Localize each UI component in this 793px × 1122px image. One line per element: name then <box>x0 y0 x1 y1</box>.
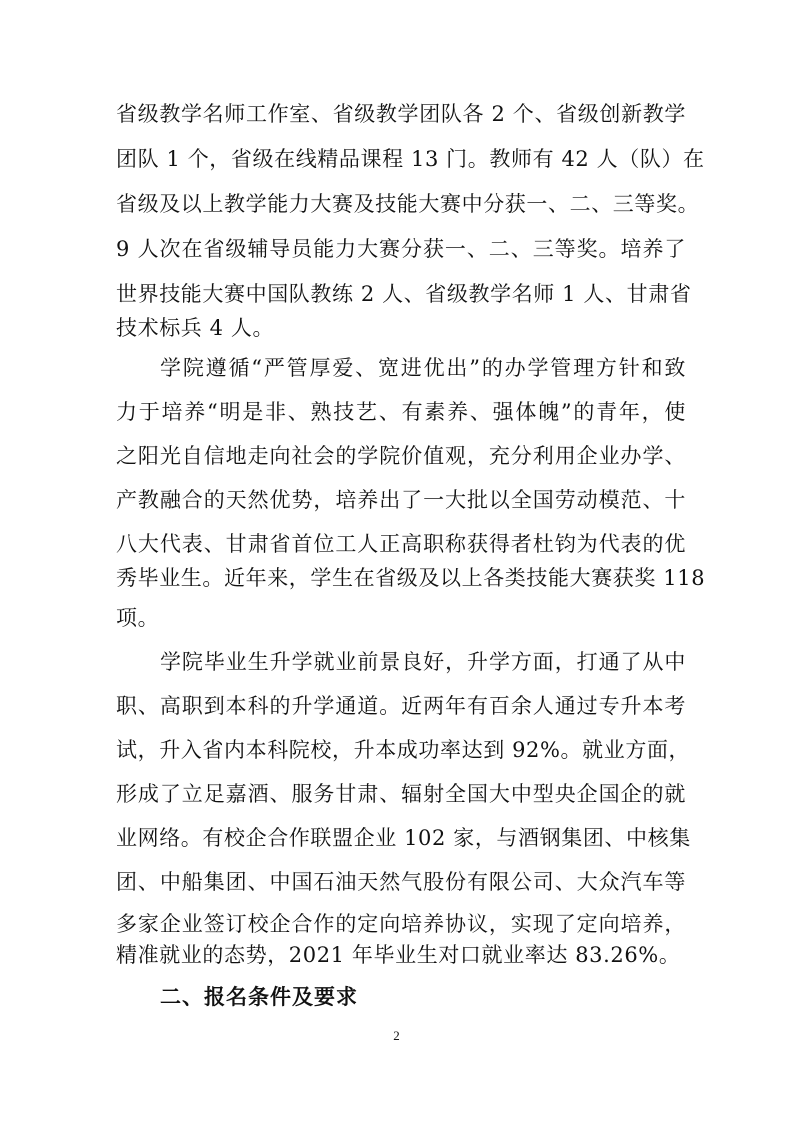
section-heading: 二、报名条件及要求 <box>160 985 358 1009</box>
page-number: 2 <box>393 1028 400 1043</box>
paragraph-3-line-5: 业网络。有校企合作联盟企业 102 家，与酒钢集团、中核集 <box>116 826 691 850</box>
paragraph-1-line-4: 9 人次在省级辅导员能力大赛分获一、二、三等奖。培养了 <box>116 237 686 261</box>
paragraph-2-line-6: 秀毕业生。近年来，学生在省级及以上各类技能大赛获奖 118 <box>116 566 706 590</box>
paragraph-1-line-2: 团队 1 个，省级在线精品课程 13 门。教师有 42 人（队）在 <box>116 147 705 171</box>
paragraph-2-line-3: 之阳光自信地走向社会的学院价值观，充分利用企业办学、 <box>116 444 686 468</box>
paragraph-3-line-4: 形成了立足嘉酒、服务甘肃、辐射全国大中型央企国企的就 <box>116 782 686 806</box>
paragraph-3-line-2: 职、高职到本科的升学通道。近两年有百余人通过专升本考 <box>116 694 686 718</box>
paragraph-2-line-5: 八大代表、甘肃省首位工人正高职称获得者杜钧为代表的优 <box>116 532 686 556</box>
paragraph-3-line-8: 精准就业的态势，2021 年毕业生对口就业率达 83.26%。 <box>116 943 681 967</box>
paragraph-1-line-5: 世界技能大赛中国队教练 2 人、省级教学名师 1 人、甘肃省 <box>116 282 692 306</box>
paragraph-2-line-2: 力于培养“明是非、熟技艺、有素养、强体魄”的青年，使 <box>116 400 686 424</box>
paragraph-1-line-1: 省级教学名师工作室、省级教学团队各 2 个、省级创新教学 <box>116 102 686 126</box>
paragraph-3-line-6: 团、中船集团、中国石油天然气股份有限公司、大众汽车等 <box>116 870 686 894</box>
paragraph-2-line-7: 项。 <box>116 606 160 630</box>
paragraph-3-line-7: 多家企业签订校企合作的定向培养协议，实现了定向培养， <box>116 912 686 936</box>
paragraph-1-line-6: 技术标兵 4 人。 <box>116 316 275 340</box>
paragraph-2-line-4: 产教融合的天然优势，培养出了一大批以全国劳动模范、十 <box>116 488 686 512</box>
paragraph-2-line-1: 学院遵循“严管厚爱、宽进优出”的办学管理方针和致 <box>160 356 686 380</box>
paragraph-3-line-1: 学院毕业生升学就业前景良好，升学方面，打通了从中 <box>160 650 686 674</box>
paragraph-3-line-3: 试，升入省内本科院校，升本成功率达到 92%。就业方面， <box>116 738 691 762</box>
paragraph-1-line-3: 省级及以上教学能力大赛及技能大赛中分获一、二、三等奖。 <box>116 192 700 216</box>
